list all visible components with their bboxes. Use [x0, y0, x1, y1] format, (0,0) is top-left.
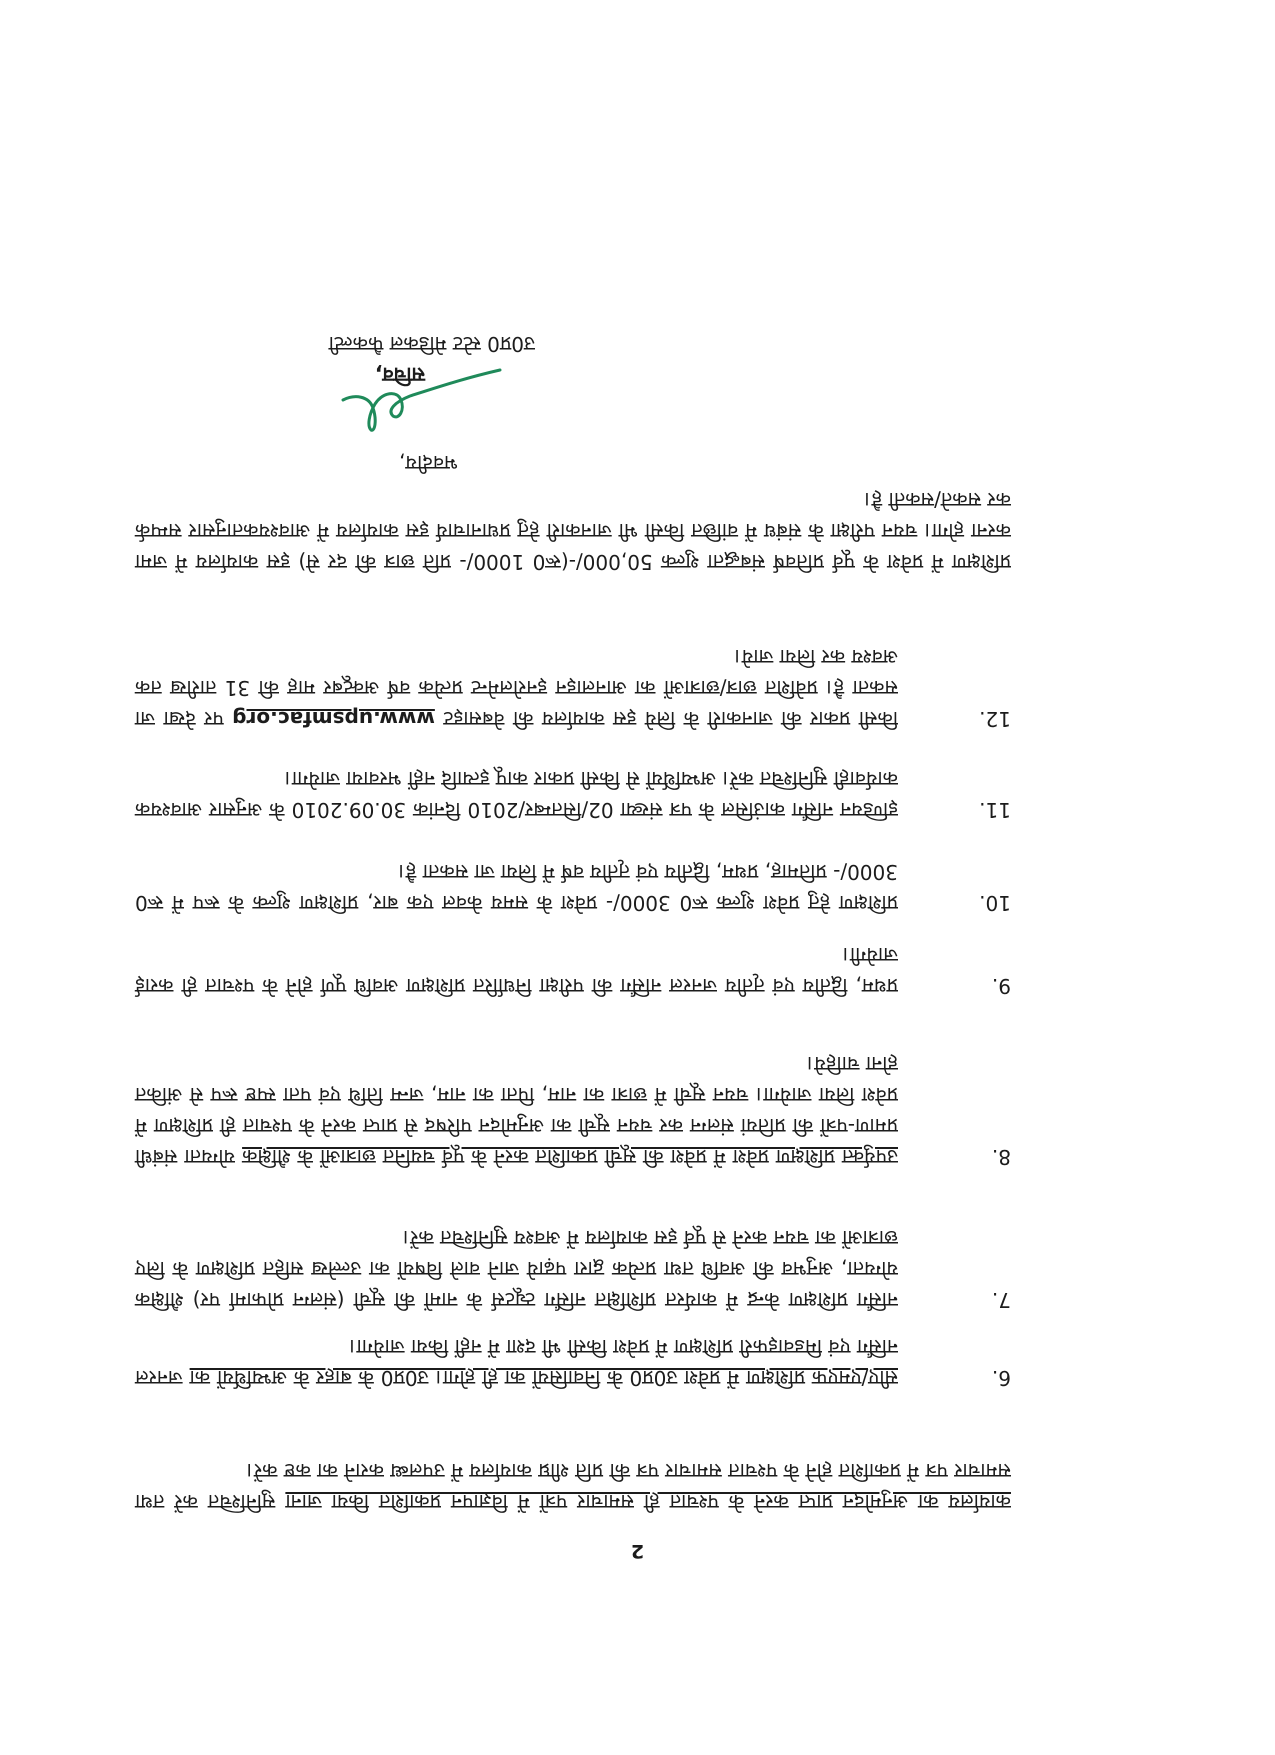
item-number: 7.	[991, 1288, 1011, 1312]
item-text	[135, 856, 898, 918]
item-text	[135, 641, 898, 734]
signatory-title: सचिव,	[374, 363, 425, 387]
item-rest-text: नर्सिंग प्रशिक्षण केन्द्र में कार्यरत प्रशिक्षित नर्सिंग ट्यूटर्स के नामों की सूची (संलग्न प्रोफार्मा पर) शैक्षिक योग्यता, अनुभव की अवधि तथा प्रत्येक द्वारा पढ़ाये जाने वाले विषयों का उल्लेख सहित प्रशिक्षण के लिए छात्राओं का चयन करने से पूर्व इस कार्यालय में अवश्य सुनिश्चित करें।	[135, 1226, 898, 1312]
intro-text: सुनिश्चित करें तथा समाचार पत्र में प्रकाशित होने के पश्चात समाचार पत्र की प्रति शीघ्र कार्यालय में उपलब्ध कराने का कष्ट करें।	[135, 1459, 1011, 1514]
item-text	[135, 1222, 898, 1315]
item-rest-text: पर देखा जा सकता है। प्रवेशित छात्र/छात्राओं का आनलाइन इनरोलमेन्ट प्रत्येक वर्ष अक्टूबर माह की 31 तारीख तक अवश्य कर लिया जाये।	[135, 645, 898, 731]
item-text	[135, 939, 898, 1001]
item-rest-text: प्रथम, द्वितीय एवं तृतीय जनरल नर्सिंग की परीक्षा निर्धारित प्रशिक्षण अवधि पूर्ण होने के पश्चात ही कराई जायेगी।	[135, 943, 898, 998]
item-text	[135, 1331, 898, 1393]
item-number: 6.	[991, 1366, 1011, 1390]
item-number: 8.	[991, 1145, 1011, 1169]
item-number: 9.	[991, 974, 1011, 998]
item-text	[135, 1048, 898, 1172]
intro-paragraph	[135, 1455, 1011, 1517]
item-rest-text: जनरल नर्सिंग एवं मिडवाइफरी प्रशिक्षण में प्रवेश किसी भी दशा में नहीं किया जायेगा।	[135, 1335, 898, 1390]
signatory-organization: उ0प्र0 स्टेट मेडिकल फैकल्टी	[328, 332, 535, 356]
closing-paragraph: प्रशिक्षण में प्रवेश के पूर्व प्रतिवर्ष संबद्धता शुल्क 50,000/-(रू0 1000/- प्रति छात्र की दर से) इस कार्यालय में जमा करना होगा। चयन परीक्षा के संबंध में वांछित किसी भी जानकारी हेतु प्रधानाचार्य इस कार्यालय में आवश्यकतानुसार सम्पर्क कर सकते/सकती है।	[135, 488, 1011, 574]
item-rest-text: इण्डियन नर्सिंग काउंसिल के पत्र संख्या 02/सितम्बर/2010 दिनांक 30.09.2010 के अनुसार आवश्यक कार्यवाही सुनिश्चित करें। अभ्यर्थियों से किसी प्रकार कापू इत्यादि नहीं भरवाया जायेगा।	[135, 767, 898, 822]
item-number: 10.	[979, 891, 1011, 915]
item-number: 12.	[979, 707, 1011, 731]
item-text	[135, 763, 898, 825]
website-link[interactable]: www.upsmfac.org	[232, 707, 435, 731]
item-number: 11.	[979, 798, 1011, 822]
item-rest-text: योग्यता संबंधी प्रमाण-पत्रों की प्रतियां संलग्न कर चयन सूची का अनुमोदन परिषद से प्राप्त करने के पश्चात ही प्रशिक्षण में प्रवेश लिया जायेगा। चयन सूची में छात्रा का नाम, पिता का नाम, जन्म तिथि एवं पता स्पष्ट रूप से अंकित होना चाहिये।	[135, 1052, 898, 1169]
item-rest-text: प्रशिक्षण हेतु प्रवेश शुल्क रू0 3000/- प्रवेश के समय केवल एक बार, प्रशिक्षण शुल्क के रूप में रू0 3000/- प्रतिमाह, प्रथम, द्वितीय एवं तृतीय वर्ष में लिया जा सकता है।	[135, 860, 898, 915]
item-rest-text: किसी प्रकार की जानकारी के लिये इस कार्यालय की वेबसाइट	[434, 707, 898, 731]
item-underlined-text: उपर्युक्त प्रशिक्षण प्रवेश में प्रवेश की सूची प्रकाशित करने के पूर्व चयनित छात्राओं के शैक्षिक	[242, 1145, 898, 1169]
intro-underlined-text: कार्यालय का अनुमोदन प्राप्त करने के पश्चात ही समाचार पत्रों में विज्ञापन प्रकाशित किया जाना	[285, 1490, 1011, 1514]
page-number: 2	[630, 1540, 645, 1562]
salutation: भवदीय,	[399, 451, 458, 475]
item-underlined-text: सीए/एमएफ प्रशिक्षण में प्रवेश उ0प्र0 के निवासियों का ही होगा। उ0प्र0 के बाहर के अभ्यर्थियों का	[189, 1366, 898, 1390]
